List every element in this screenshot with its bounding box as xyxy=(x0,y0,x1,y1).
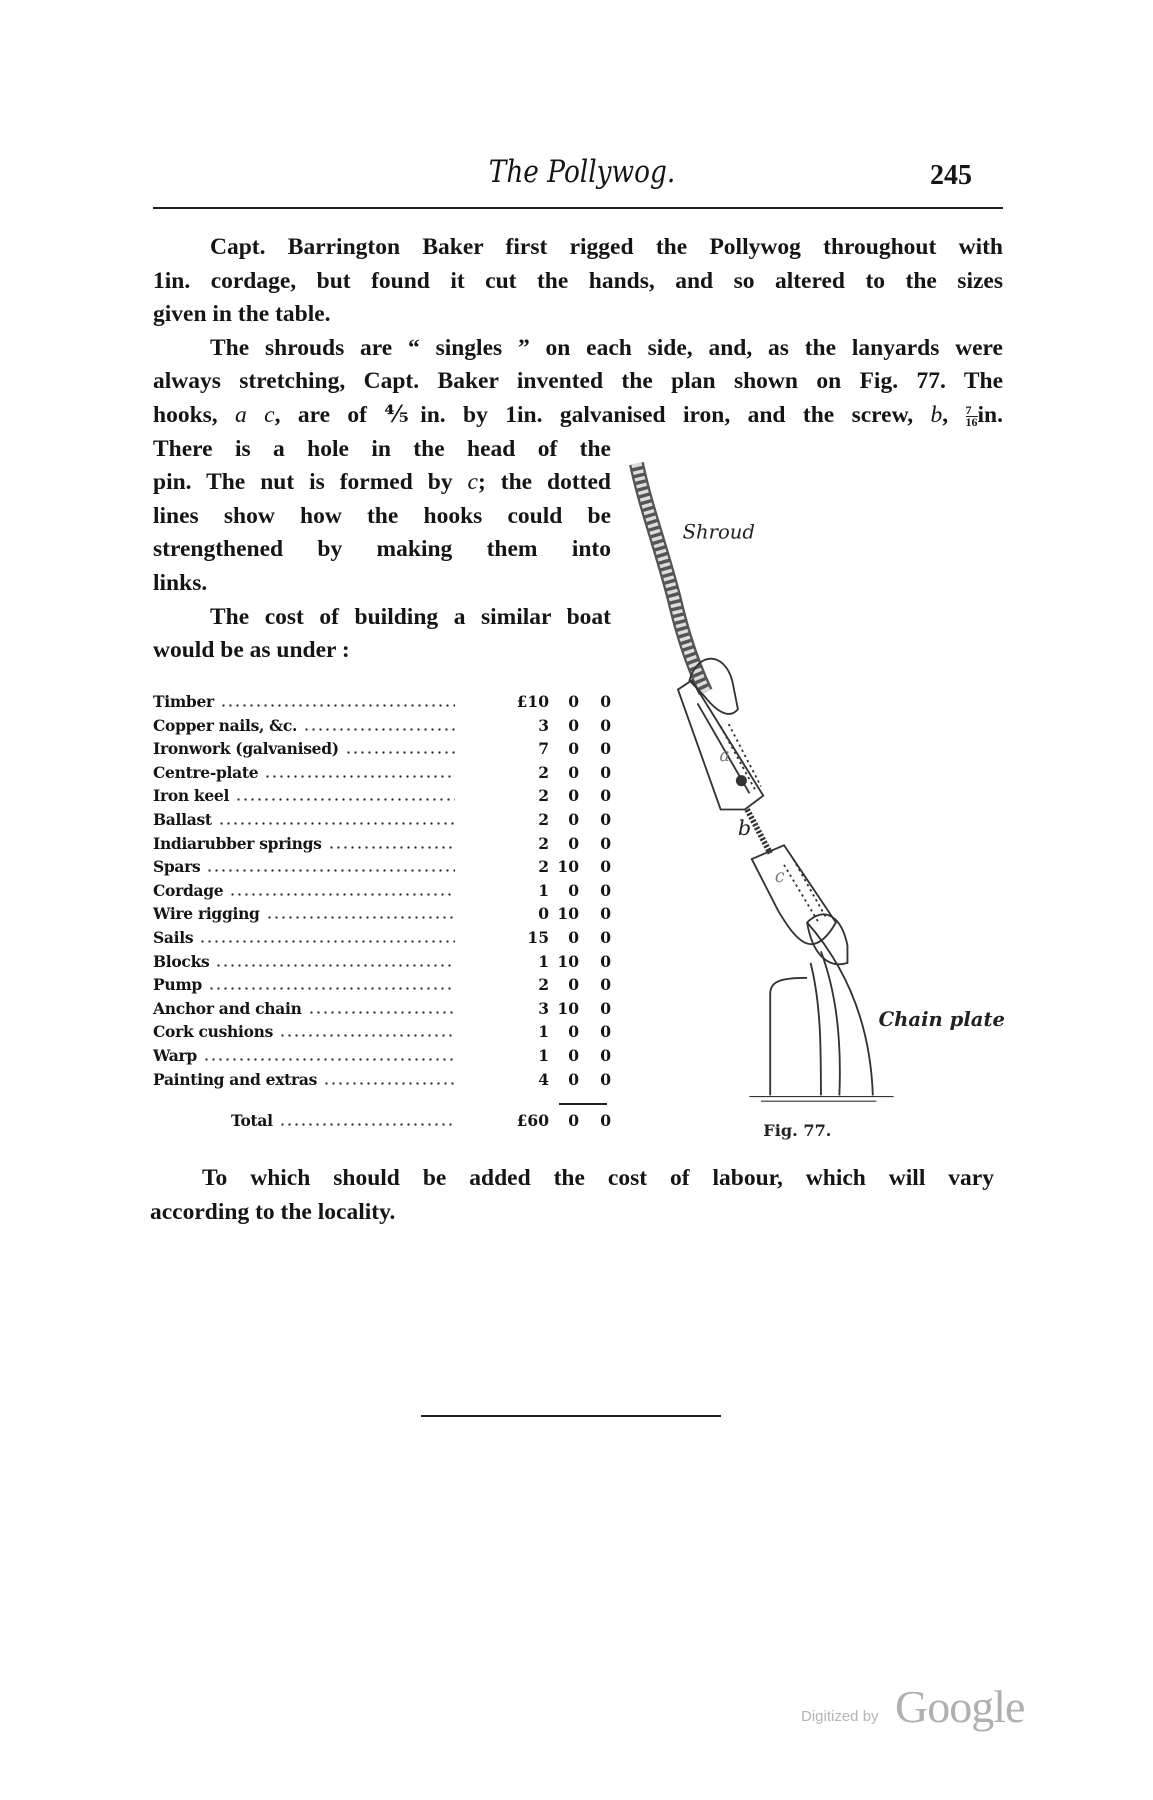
pence: 0 xyxy=(600,975,611,995)
paragraph-3-line: would be as under : xyxy=(153,637,350,663)
pounds: 2 xyxy=(538,975,549,995)
shroud-rope-texture xyxy=(636,464,705,692)
pounds: 2 xyxy=(538,762,549,782)
paragraph-1-line: given in the table. xyxy=(153,301,331,327)
pence: 0 xyxy=(600,786,611,806)
shillings: 0 xyxy=(568,880,579,900)
pounds: 3 xyxy=(538,998,549,1018)
item-label: Cordage xyxy=(153,880,224,900)
pounds: 2 xyxy=(538,786,549,806)
text: , xyxy=(942,402,966,428)
paragraph-2-line: links. xyxy=(153,570,208,596)
item-label: Timber xyxy=(153,692,214,711)
pence: 0 xyxy=(600,857,611,877)
shillings: 0 xyxy=(568,810,579,829)
shillings: 0 xyxy=(568,833,579,853)
item-label: Anchor and chain xyxy=(153,998,302,1018)
text: ; the dotted xyxy=(477,469,611,495)
dotted-link-lines xyxy=(784,859,826,922)
paragraph-1-line: Capt. Barrington Baker first rigged the Pollywog throughout with xyxy=(210,234,1003,260)
label-a: a xyxy=(719,746,730,767)
text: in. by 1in. galvanised iron, and the screw, xyxy=(420,402,931,428)
watermark-prefix: Digitized by xyxy=(801,1708,879,1725)
paragraph-1-line: 1in. cordage, but found it cut the hands, and so altered to the sizes xyxy=(153,268,1003,294)
item-label: Ironwork (galvanised) xyxy=(153,739,339,759)
label-chain-plate: Chain plate xyxy=(878,1008,1005,1032)
pounds: 1 xyxy=(538,1022,549,1042)
item-label: Centre-plate xyxy=(153,762,259,782)
paragraph-4-line: according to the locality. xyxy=(150,1199,396,1225)
fraction: ⅘ xyxy=(384,402,421,428)
item-label: Spars xyxy=(153,857,201,877)
pence: 0 xyxy=(600,951,611,971)
pence: 0 xyxy=(600,1046,611,1065)
shillings: 0 xyxy=(568,1046,579,1065)
watermark-google-logo: Google xyxy=(895,1681,1025,1732)
item-label: Wire rigging xyxy=(153,904,260,924)
text: , are of xyxy=(274,402,385,428)
italic-text: a c xyxy=(235,402,275,428)
item-label: Copper nails, &c. xyxy=(153,715,298,735)
shillings: 0 xyxy=(568,692,579,711)
item-label: Ballast xyxy=(153,810,212,829)
hull-block xyxy=(770,978,807,1096)
pounds: 7 xyxy=(538,739,549,759)
running-title: The Pollywog. xyxy=(488,154,676,190)
pence: 0 xyxy=(600,833,611,853)
pounds: £10 xyxy=(516,692,549,711)
pounds: 1 xyxy=(538,1046,549,1065)
item-label: Painting and extras xyxy=(153,1069,318,1089)
pence: 0 xyxy=(600,692,611,711)
fraction-numerator: 7 xyxy=(966,405,978,417)
pence: 0 xyxy=(600,880,611,900)
shillings: 10 xyxy=(557,904,579,924)
pounds: 1 xyxy=(538,951,549,971)
shillings: 0 xyxy=(568,1111,579,1130)
text: hooks, xyxy=(153,402,236,428)
label-b: b xyxy=(737,815,752,840)
shillings: 0 xyxy=(568,975,579,995)
text: in. xyxy=(977,402,1004,428)
label-c: c xyxy=(774,867,785,888)
paragraph-2-line: There is a hole in the head of the xyxy=(153,436,611,462)
paragraph-2-line: The shrouds are “ singles ” on each side, and, as the lanyards were xyxy=(210,335,1003,361)
paragraph-4-line: To which should be added the cost of labour, which will vary xyxy=(202,1165,994,1191)
pence: 0 xyxy=(600,739,611,759)
shillings: 0 xyxy=(568,1069,579,1089)
paragraph-2-line: always stretching, Capt. Baker invented the plan shown on Fig. 77. The xyxy=(153,368,1003,394)
shillings: 0 xyxy=(568,739,579,759)
pence: 0 xyxy=(600,810,611,829)
text: pin. The nut is formed by xyxy=(153,469,468,495)
item-label: Cork cushions xyxy=(153,1022,274,1042)
chain-plate-link xyxy=(807,914,847,964)
paragraph-2-line: lines show how the hooks could be xyxy=(153,503,611,529)
pence: 0 xyxy=(600,1069,611,1089)
italic-text: c xyxy=(467,469,478,495)
item-label: Sails xyxy=(153,928,194,947)
pence: 0 xyxy=(600,928,611,947)
pounds: 3 xyxy=(538,715,549,735)
pounds: £60 xyxy=(516,1111,549,1130)
shillings: 0 xyxy=(568,762,579,782)
fraction-denominator: 16 xyxy=(965,415,978,430)
pence: 0 xyxy=(600,904,611,924)
end-rule xyxy=(421,1415,721,1417)
shillings: 0 xyxy=(568,1022,579,1042)
shillings: 10 xyxy=(557,951,579,971)
item-label: Pump xyxy=(153,975,202,995)
item-label: Iron keel xyxy=(153,786,230,806)
pounds: 1 xyxy=(538,880,549,900)
shillings: 10 xyxy=(557,998,579,1018)
pence: 0 xyxy=(600,1022,611,1042)
deck-line xyxy=(749,1097,893,1102)
pounds: 15 xyxy=(527,928,549,947)
paragraph-2-line: strengthened by making them into xyxy=(153,536,611,562)
pence: 0 xyxy=(600,998,611,1018)
chain-plate-inner xyxy=(811,963,821,1096)
shillings: 0 xyxy=(568,715,579,735)
pence: 0 xyxy=(600,762,611,782)
pounds: 4 xyxy=(538,1069,549,1089)
pounds: 2 xyxy=(538,810,549,829)
pounds: 2 xyxy=(538,833,549,853)
pounds: 0 xyxy=(538,904,549,924)
label-shroud: Shroud xyxy=(682,520,755,544)
item-label: Indiarubber springs xyxy=(153,833,322,853)
italic-text: b xyxy=(930,402,943,428)
item-label: Total xyxy=(231,1111,273,1130)
pence: 0 xyxy=(600,1111,611,1130)
pence: 0 xyxy=(600,715,611,735)
paragraph-3-line: The cost of building a similar boat xyxy=(210,604,611,630)
shillings: 0 xyxy=(568,786,579,806)
figure-caption: Fig. 77. xyxy=(763,1120,832,1140)
pounds: 2 xyxy=(538,857,549,877)
shillings: 0 xyxy=(568,928,579,947)
shillings: 10 xyxy=(557,857,579,877)
chain-plate-mid xyxy=(821,951,840,1095)
page-number: 245 xyxy=(930,160,972,191)
pin-hole xyxy=(737,776,746,785)
item-label: Blocks xyxy=(153,951,210,971)
item-label: Warp xyxy=(153,1046,197,1065)
